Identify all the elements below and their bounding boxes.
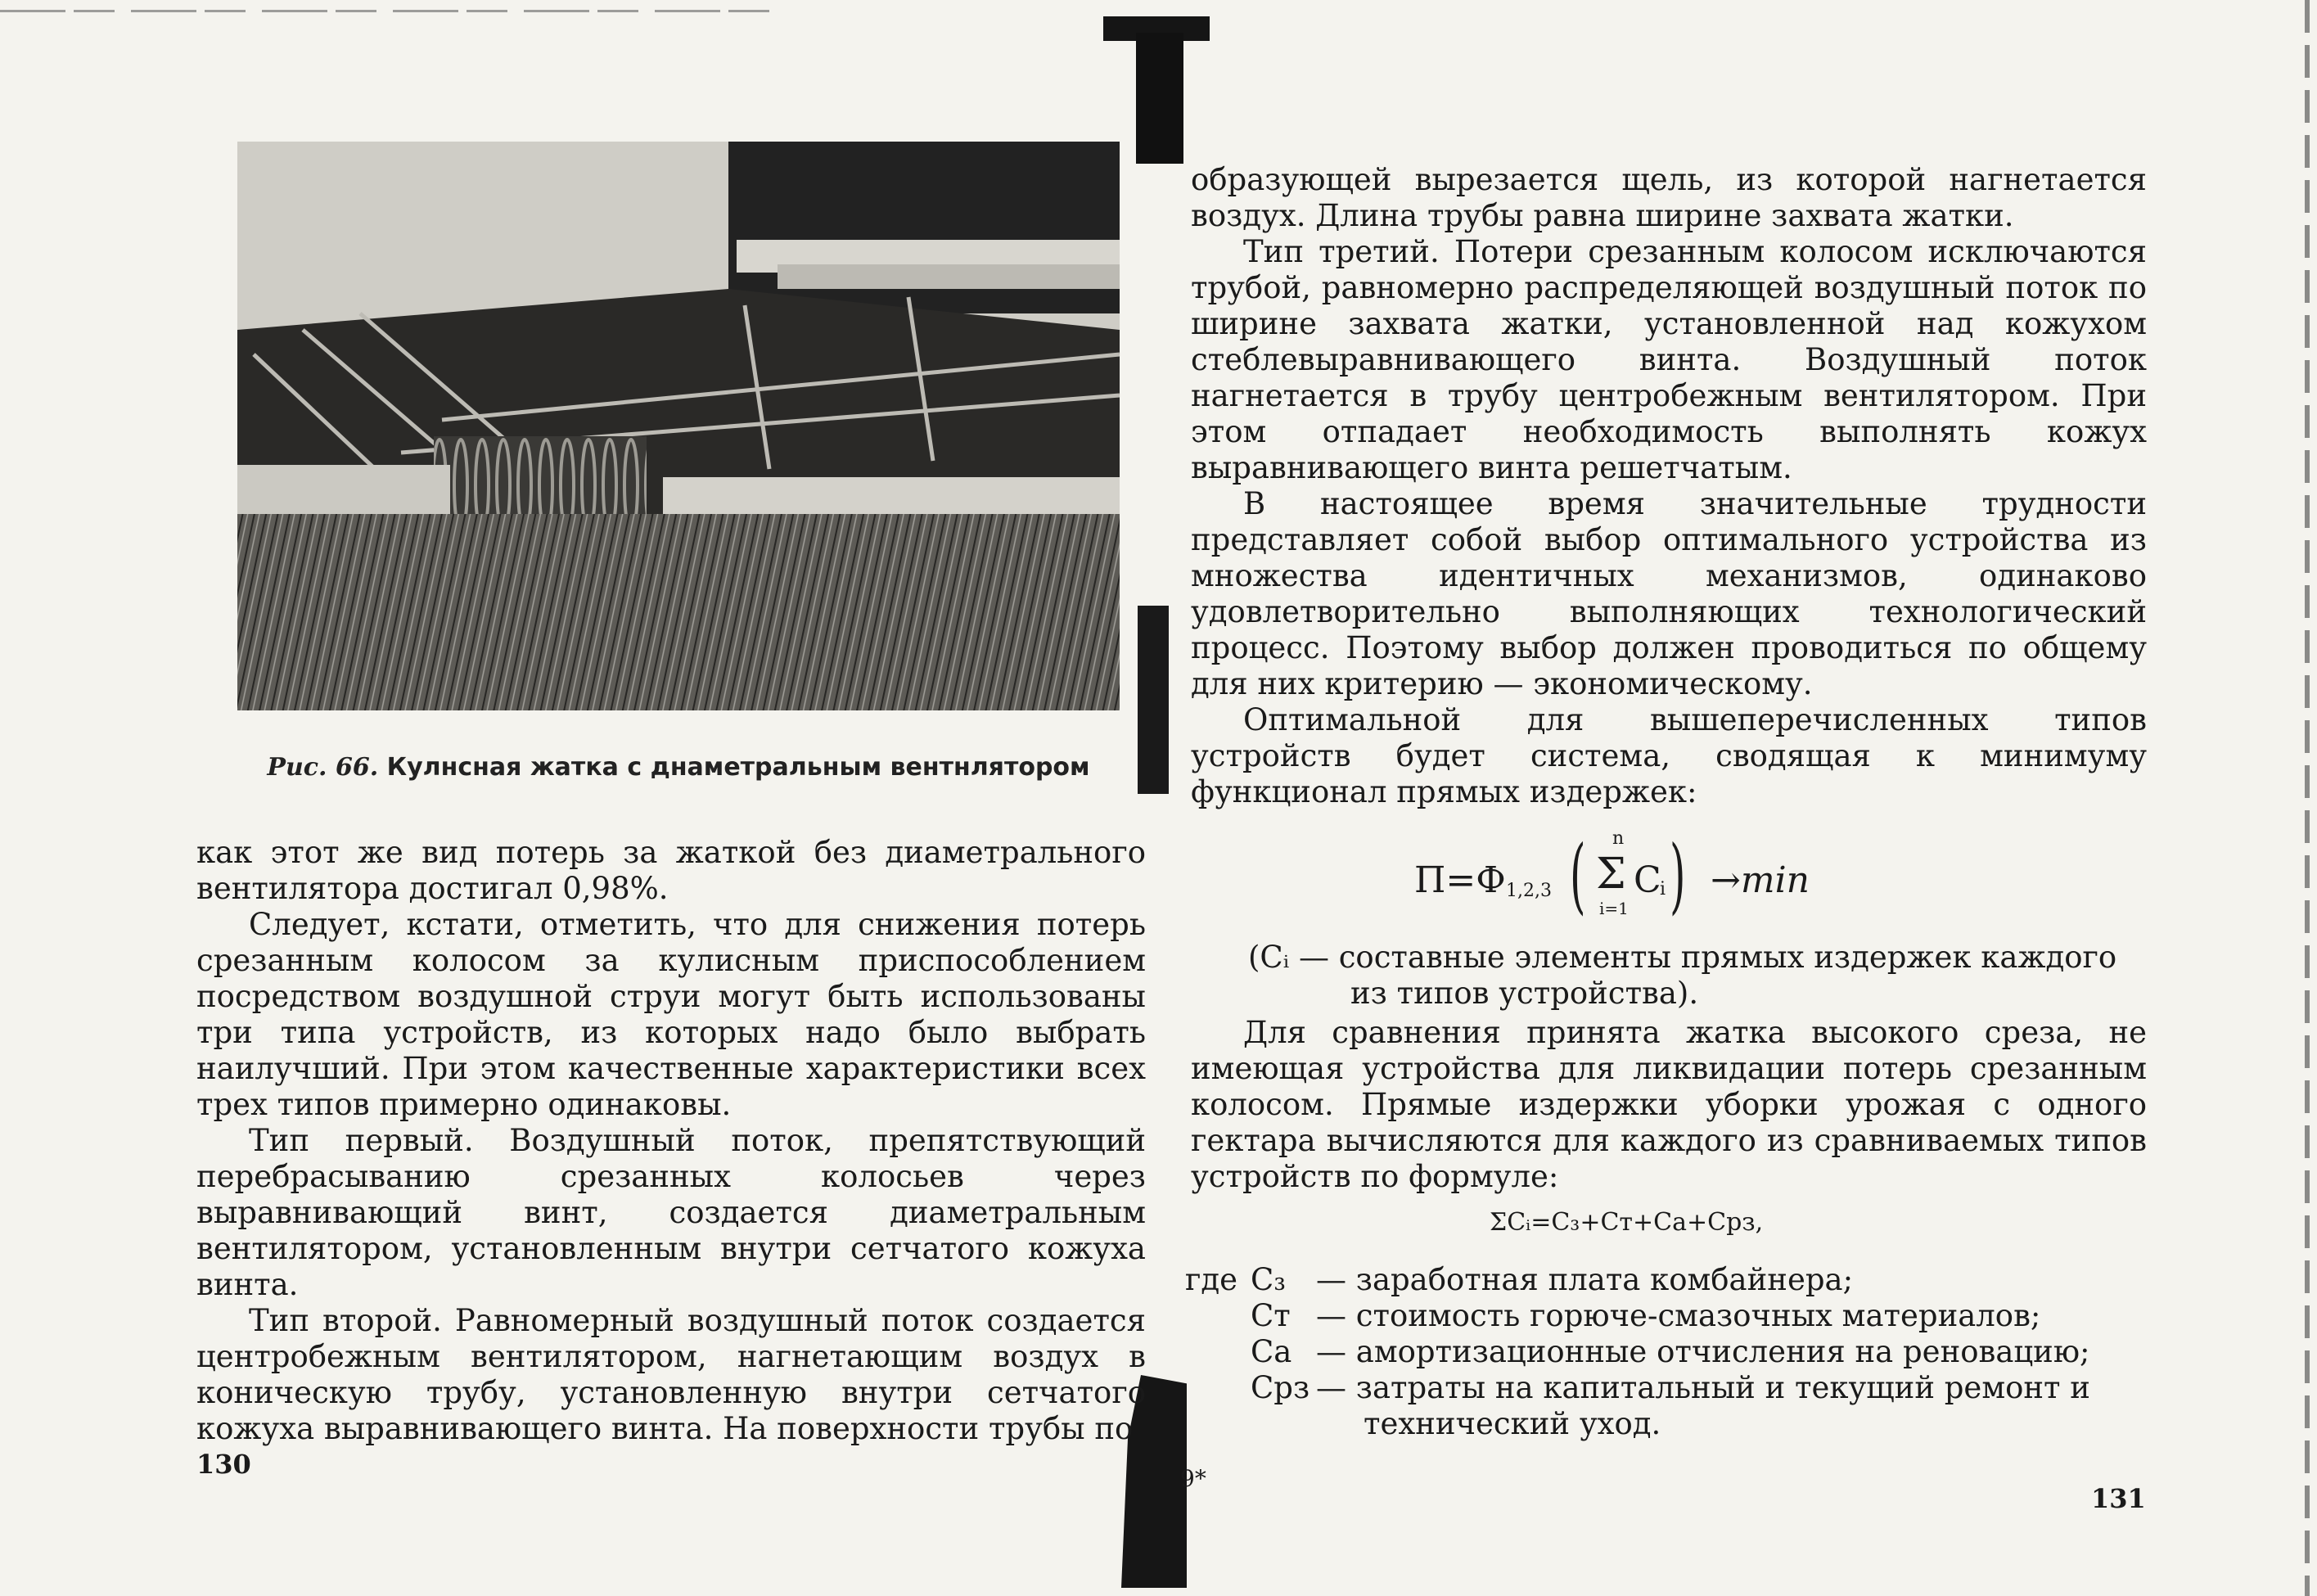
right-paragraph: Для сравнения принята жатка высокого среза, не имеющая устройства для ликвидации потерь срезанным колосом. Прямые издержки уборки урожая с одного гектара вычисляются для каждого из сравниваемых типов устройств по формуле:: [1191, 1015, 2147, 1194]
formula-note-line2: из типов устройства).: [1350, 976, 1699, 1011]
legend-row: [1185, 1334, 2151, 1370]
right-paragraph: В настоящее время значительные трудности представляет собой выбор оптимального устройства из множества идентичных механизмов, одинаково удовлетворительно выполняющих технологический процесс. Поэтому выбор должен проводиться по общему для них критерию — экономическому.: [1191, 486, 2147, 701]
photo-illustration: [237, 142, 1120, 710]
right-paragraph: образующей вырезается щель, из которой нагнетается воздух. Длина трубы равна ширине захвата жатки.: [1191, 162, 2147, 233]
formula-note-line1: (Cᵢ — составные элементы прямых издержек каждого: [1248, 940, 2117, 975]
formula-functional: [1414, 827, 1905, 923]
formula-lhs: П=Ф: [1414, 859, 1506, 901]
legend-definition: — стоимость горюче-смазочных материалов;: [1316, 1298, 2041, 1333]
page-number-left: 130: [196, 1449, 251, 1480]
legend-symbol: C₃: [1251, 1262, 1287, 1297]
page-number-right: 131: [2091, 1483, 2146, 1514]
sum-lower-limit: i=1: [1599, 899, 1629, 918]
paren-left: (: [1570, 827, 1586, 923]
legend-symbol: Cт: [1251, 1298, 1291, 1333]
left-page-text: [196, 835, 1146, 1447]
formula-rhs: →min: [1711, 859, 1810, 901]
right-text-after-formula: [1191, 1015, 2147, 1195]
legend-continuation: технический уход.: [1364, 1406, 1661, 1441]
scan-artifact-top: [0, 10, 786, 12]
legend-definition: — амортизационные отчисления на реновацию;: [1316, 1334, 2090, 1369]
legend-row: [1185, 1370, 2151, 1406]
legend-definition: — затраты на капитальный и текущий ремонт и: [1316, 1370, 2090, 1405]
where-label: где: [1185, 1262, 1238, 1297]
legend-symbol: Cрз: [1251, 1370, 1310, 1405]
left-paragraph: как этот же вид потерь за жаткой без диаметрального вентилятора достигал 0,98%.: [196, 835, 1146, 906]
left-paragraph: Тип второй. Равномерный воздушный поток создается центробежным вентилятором, нагнетающим воздух в коническую трубу, установленную внутри сетчатого кожуха выравнивающего винта. На поверхности трубы по: [196, 1303, 1146, 1446]
signature-mark: 9*: [1180, 1465, 1206, 1492]
legend-definition: — заработная плата комбайнера;: [1316, 1262, 1854, 1297]
right-page-text: [1191, 162, 2147, 810]
caption-label: Рис. 66.: [267, 753, 379, 782]
sum-term: C: [1634, 859, 1661, 901]
figure-caption: [237, 753, 1120, 782]
gutter-shadow-top-2: [1136, 33, 1183, 164]
legend-row: [1185, 1262, 2151, 1298]
sum-upper-limit: n: [1612, 828, 1625, 849]
left-paragraph: Тип первый. Воздушный поток, препятствующий перебрасыванию срезанных колосьев через выравнивающий винт, создается диаметральным вентилятором, установленным внутри сетчатого кожуха винта.: [196, 1123, 1146, 1302]
formula-lhs-sub: 1,2,3: [1506, 881, 1552, 901]
legend-row: [1185, 1298, 2151, 1334]
page-edge-right: [2305, 0, 2310, 1596]
gutter-shadow-middle: [1138, 606, 1169, 794]
formula-legend: [1185, 1262, 2151, 1441]
paren-right: ): [1670, 827, 1686, 923]
sum-term-sub: i: [1660, 879, 1666, 899]
formula-sum: ΣCᵢ=C₃+Cт+Cа+Cрз,: [1490, 1208, 1764, 1237]
legend-symbol: Cа: [1251, 1334, 1292, 1369]
figure-photo-harvester: [237, 142, 1120, 710]
right-paragraph: Тип третий. Потери срезанным колосом исключаются трубой, равномерно распределяющей воздушный поток по ширине захвата жатки, установленной над кожухом стеблевыравнивающего винта. Воздушный поток нагнетается в трубу центробежным вентилятором. При этом отпадает необходимость выполнять кожух выравнивающего винта решетчатым.: [1191, 234, 2147, 485]
caption-text: Кулнсная жатка с днаметральным вентнлятором: [386, 753, 1090, 782]
right-paragraph: Оптимальной для вышеперечисленных типов устройств будет система, сводящая к минимуму функционал прямых издержек:: [1191, 702, 2147, 809]
sum-sign: Σ: [1596, 850, 1626, 899]
left-paragraph: Следует, кстати, отметить, что для снижения потерь срезанным колосом за кулисным приспособлением посредством воздушной струи могут быть использованы три типа устройств, из которых надо было выбрать наилучший. При этом качественные характеристики всех трех типов примерно одинаковы.: [196, 907, 1146, 1122]
